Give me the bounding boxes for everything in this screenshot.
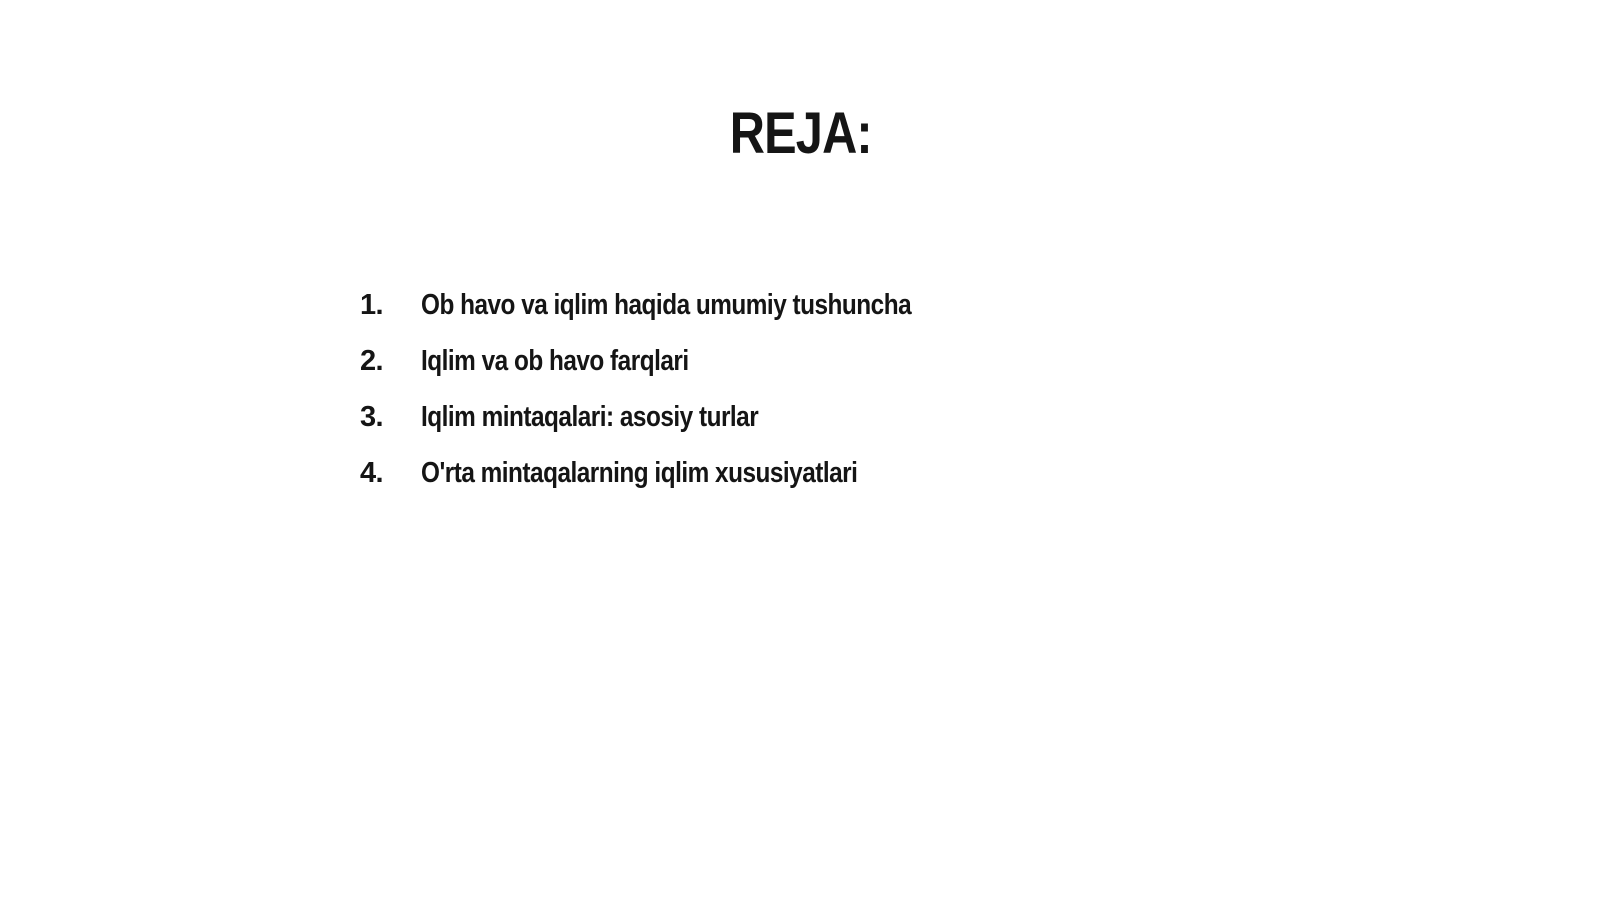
list-item-text: Iqlim mintaqalari: asosiy turlar: [421, 401, 759, 433]
list-item-number: 1.: [360, 289, 383, 321]
slide-title: REJA:: [729, 101, 872, 166]
list-item: [360, 457, 1005, 513]
list-item: [360, 345, 1005, 401]
list-item-number: 2.: [360, 345, 383, 377]
list-item-text: O'rta mintaqalarning iqlim xususiyatlari: [421, 457, 858, 489]
plan-list: [360, 289, 1005, 513]
list-item-text: Iqlim va ob havo farqlari: [421, 345, 689, 377]
list-item: [360, 289, 1005, 345]
list-item-number: 3.: [360, 401, 383, 433]
list-item-number: 4.: [360, 457, 383, 489]
list-item-text: Ob havo va iqlim haqida umumiy tushuncha: [421, 289, 912, 321]
list-item: [360, 401, 1005, 457]
